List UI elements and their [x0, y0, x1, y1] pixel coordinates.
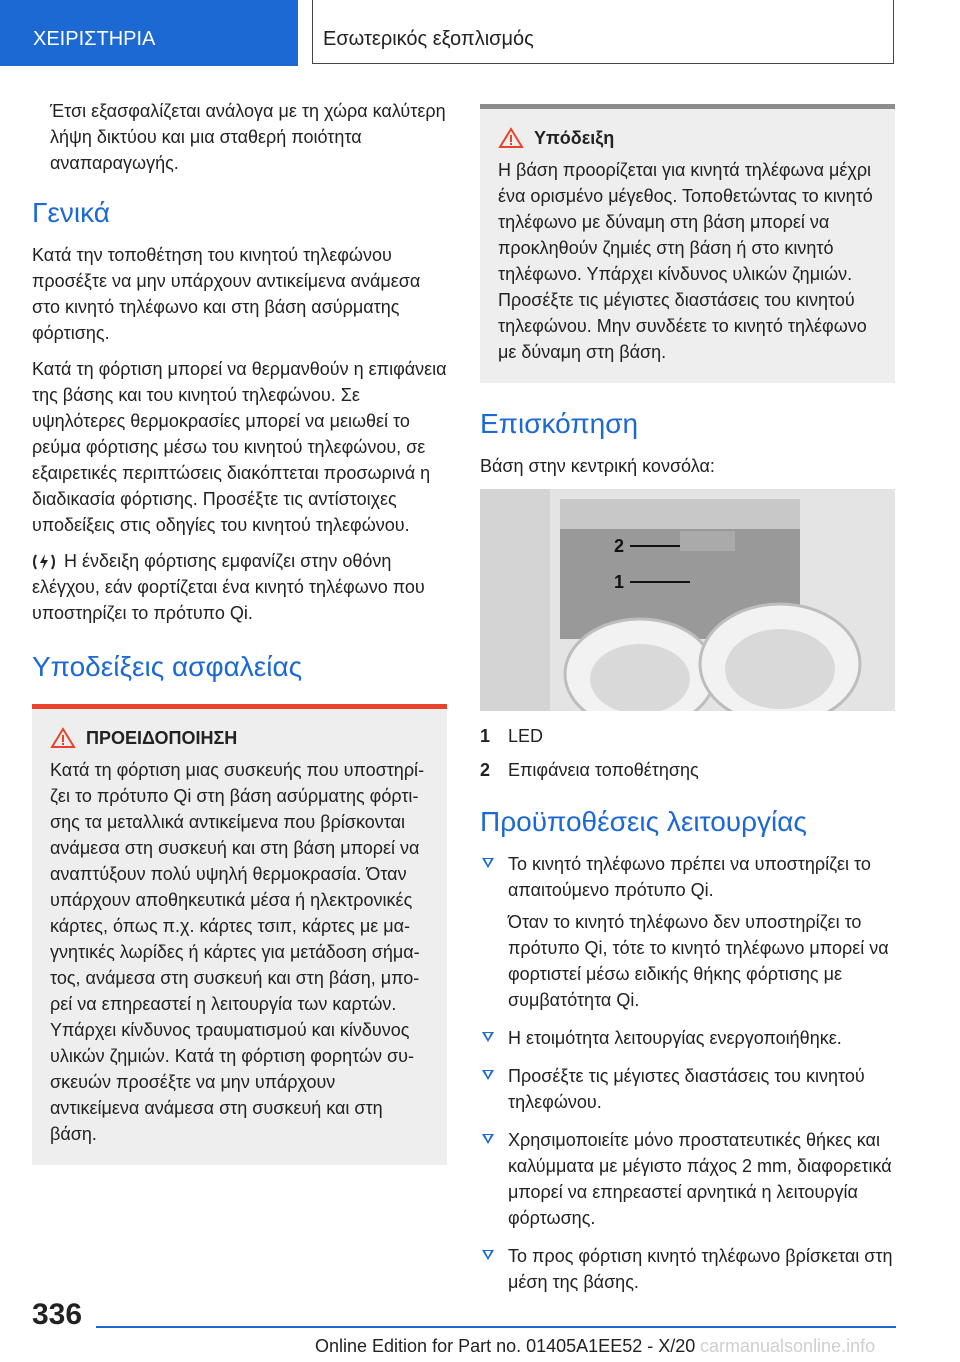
warning-triangle-icon — [50, 727, 76, 749]
right-column — [480, 104, 895, 1307]
watermark-text: carmanualsonline.info — [700, 1336, 876, 1356]
list-item-text: Προσέξτε τις μέγιστες διαστάσεις του κινητού τηλεφώνου. — [508, 1066, 865, 1112]
page-number: 336 — [32, 1298, 83, 1331]
legend-number: 2 — [480, 760, 491, 780]
legend-item — [480, 757, 895, 783]
page-header — [0, 0, 960, 66]
list-item — [480, 1127, 895, 1231]
list-item — [480, 1243, 895, 1295]
figure-label-1: 1 — [614, 572, 625, 592]
list-item — [480, 1063, 895, 1115]
bullet-triangle-icon — [482, 858, 494, 868]
bullet-triangle-icon — [482, 1070, 494, 1080]
general-paragraph-3 — [32, 548, 447, 626]
legend-number: 1 — [480, 726, 491, 746]
legend-item — [480, 723, 895, 749]
warning-text: Κατά τη φόρτιση μιας συσκευής που υποστηρίζει το πρότυπο Qi στη βάση ασύρματης φόρτισης τα μεταλλικά αντικείμενα που βρίσκονται ανάμεσα στη συσκευή και στη βάση μπορεί να αναπτύξουν πολύ υψηλή θερμοκρασία. Όταν υπάρχουν αποθηκευτικά μέσα ή ηλεκτρονικές κάρτες, όπως π.χ. κάρτες τσιπ, κάρτες με μαγνητικές λωρίδες ή κάρτες για μετάδοση σήματος, ανάμεσα στη συσκευή και στη βάση, μπορεί να επηρεαστεί η λειτουργία των καρτών. Υπάρχει κίνδυνος τραυματισμού και κίνδυνος υλικών ζημιών. Κατά τη φόρτιση φορητών συσκευών προσέξτε να μην υπάρχουν αντικείμενα ανάμεσα στη συσκευή και στη βάση. — [50, 760, 425, 1144]
chapter-tab — [0, 0, 298, 66]
section-tab — [312, 0, 894, 64]
left-column — [32, 98, 447, 1165]
legend-text: LED — [508, 726, 544, 746]
prerequisites-heading: Προϋποθέσεις λειτουργίας — [480, 806, 807, 837]
overview-heading: Επισκόπηση — [480, 408, 639, 439]
list-item-text: Χρησιμοποιείτε μόνο προστατευτικές θήκες και καλύμματα με μέγιστο πάχος 2 mm, διαφορετικά μπορεί να επηρεαστεί αρνητικά η λειτουργία φόρτωσης. — [508, 1130, 892, 1228]
list-item-text: Το προς φόρτιση κινητό τηλέφωνο βρίσκεται στη μέση της βάσης. — [508, 1246, 893, 1292]
bullet-triangle-icon — [482, 1250, 494, 1260]
console-illustration — [480, 489, 895, 711]
bullet-triangle-icon — [482, 1134, 494, 1144]
list-item-text: Το κινητό τηλέφωνο πρέπει να υποστηρίζει το απαιτούμενο πρότυπο Qi. — [508, 854, 871, 900]
charging-indicator-text: Η ένδειξη φόρτισης εμφανίζει στην οθόνη ελέγχου, εάν φορτίζεται ένα κινητό τηλέφωνο που υποστηρίζει το πρότυπο Qi. — [32, 551, 425, 623]
list-item-text: Η ετοιμότητα λειτουργίας ενεργοποιήθηκε. — [508, 1028, 842, 1048]
list-item — [480, 1025, 895, 1051]
overview-text: Βάση στην κεντρική κονσόλα: — [480, 456, 715, 476]
footer-rule — [96, 1326, 896, 1328]
bullet-triangle-icon — [482, 1032, 494, 1042]
list-item-subtext: Όταν το κινητό τηλέφωνο δεν υποστηρίζει το πρότυπο Qi, τότε το κινητό τηλέφωνο μπορεί να φορτιστεί μέσω ειδικής θήκης φόρτισης με συμβατότητα Qi. — [508, 912, 889, 1010]
edition-text: Online Edition for Part no. 01405A1EE52 - X/20 — [315, 1336, 696, 1356]
warning-title: ΠΡΟΕΙΔΟΠΟΙΗΣΗ — [86, 728, 238, 748]
general-heading: Γενικά — [32, 197, 110, 228]
warning-box — [32, 709, 447, 1165]
note-rule — [480, 104, 895, 109]
note-box — [480, 104, 895, 383]
note-title: Υπόδειξη — [534, 128, 615, 148]
list-item — [480, 851, 895, 1013]
note-triangle-icon — [498, 127, 524, 149]
charging-indicator-icon — [32, 552, 56, 572]
note-text: Η βάση προορίζεται για κινητά τηλέφωνα μέχρι ένα ορισμένο μέγεθος. Τοποθετώντας το κινητό τηλέφωνο με δύναμη στη βάση μπορεί να προκληθούν ζημιές στη βάση ή στο κινητό τηλέφωνο. Υπάρχει κίνδυνος υλικών ζημιών. Προσέξτε τις μέγιστες διαστάσεις του κινητού τηλεφώνου. Μην συνδέετε το κινητό τηλέφωνο με δύναμη στη βάση. — [498, 160, 873, 362]
legend-text: Επιφάνεια τοποθέτησης — [508, 760, 699, 780]
section-tab-label: Εσωτερικός εξοπλισμός — [323, 28, 534, 50]
figure-label-2: 2 — [614, 536, 625, 556]
intro-paragraph: Έτσι εξασφαλίζεται ανάλογα με τη χώρα καλύτερη λήψη δικτύου και μια σταθερή ποιότητα αναπαραγωγής. — [50, 101, 446, 173]
chapter-tab-label: ΧΕΙΡΙΣΤΗΡΙΑ — [33, 28, 156, 50]
general-paragraph-2: Κατά τη φόρτιση μπορεί να θερμανθούν η επιφάνεια της βάσης και του κινητού τηλεφώνου. Σε υψηλότερες θερμοκρασίες μπορεί να μειωθεί το ρεύμα φόρτισης μέσω του κινητού τηλεφώνου, σε εξαιρετικές περιπτώσεις διακόπτεται προσωρινά η διαδικασία φόρτισης. Προσέξτε τις αντίστοιχες υποδείξεις στις οδηγίες του κινητού τηλεφώνου. — [32, 359, 447, 535]
prerequisites-list — [480, 851, 895, 1295]
console-photo — [480, 489, 895, 711]
general-paragraph-1: Κατά την τοποθέτηση του κινητού τηλεφώνου προσέξτε να μην υπάρχουν αντικείμενα ανάμεσα στο κινητό τηλέφωνο και στη βάση ασύρματης φόρτισης. — [32, 245, 421, 343]
safety-heading: Υποδείξεις ασφαλείας — [32, 651, 303, 682]
